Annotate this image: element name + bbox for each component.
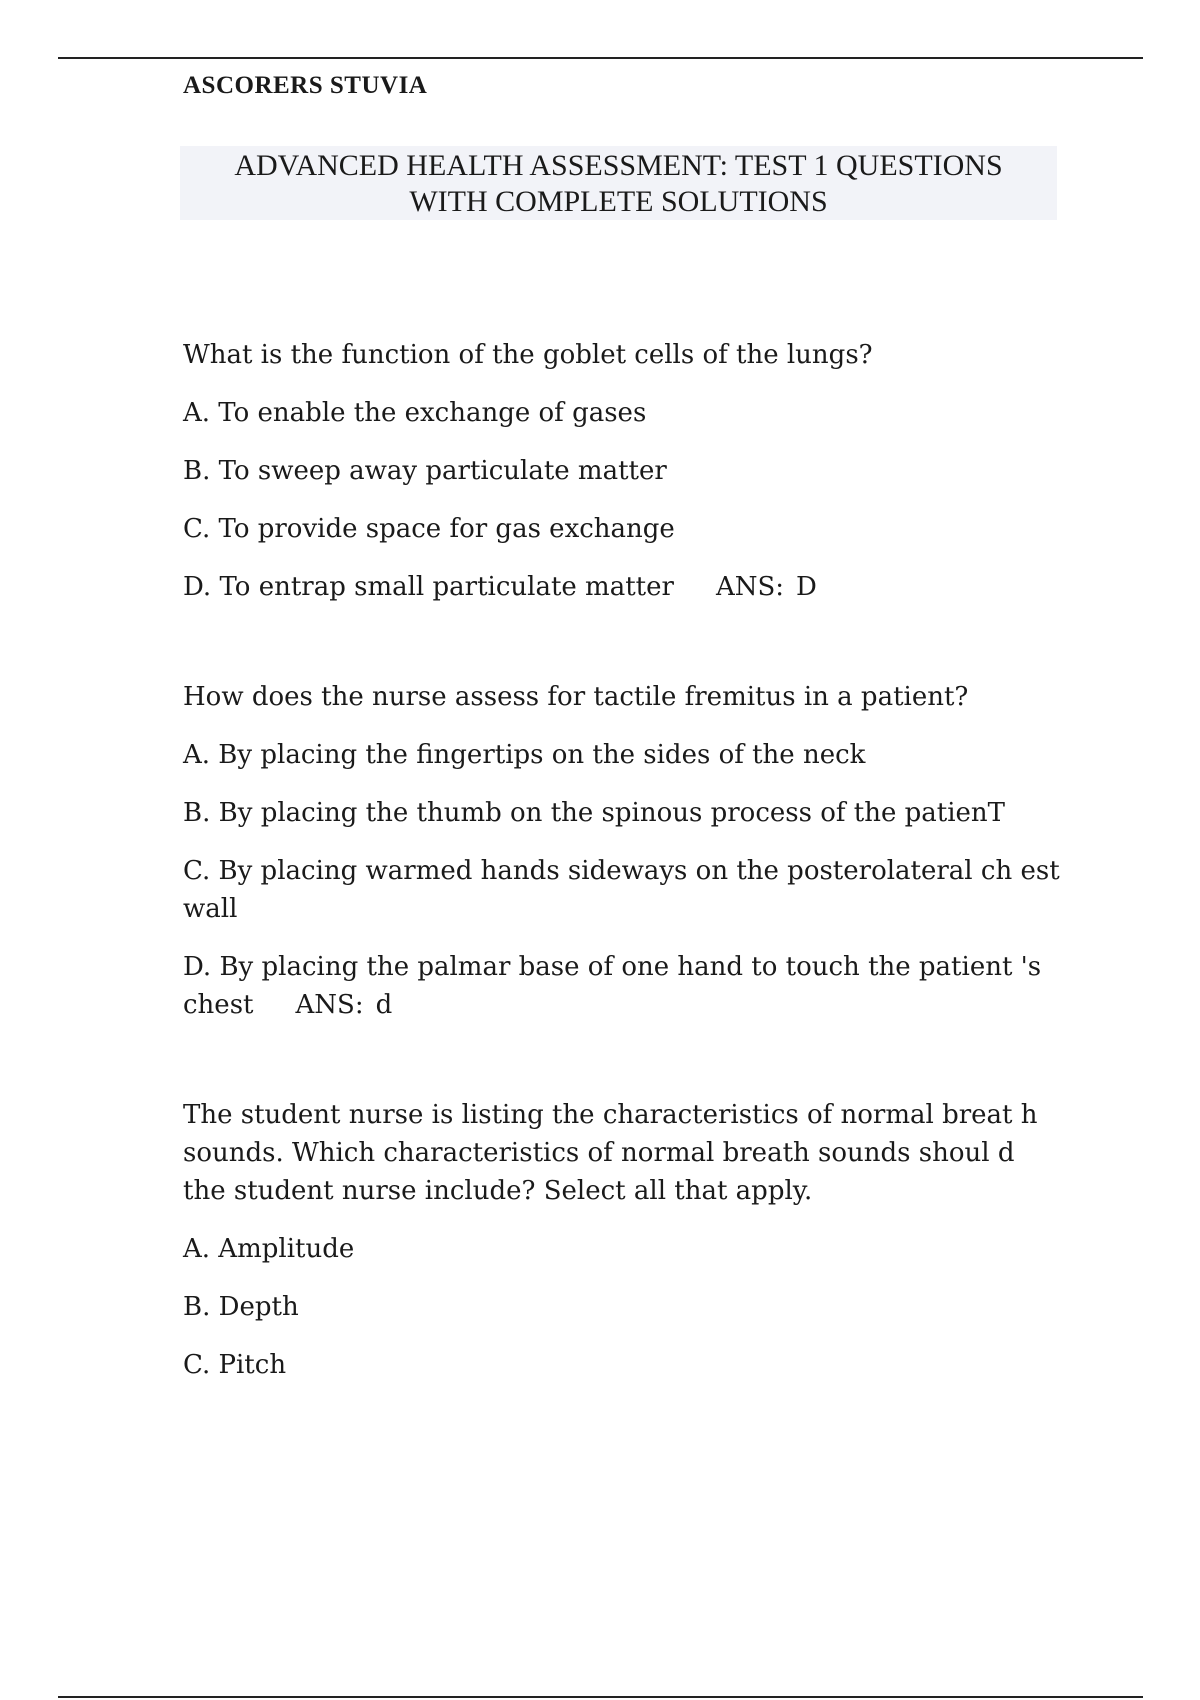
option-c: C. By placing warmed hands sideways on the posterolateral ch est wall: [183, 856, 1060, 924]
option-b: B. By placing the thumb on the spinous process of the patienT: [183, 798, 1005, 828]
question-text: The student nurse is listing the characteristics of normal breat h sounds. Which characteristics of normal breath sounds shoul d the student nurse include? Select all that apply.: [183, 1100, 1038, 1206]
answer-label: ANS:: [715, 572, 785, 602]
option-c: C. To provide space for gas exchange: [183, 514, 675, 544]
question-text: What is the function of the goblet cells of the lungs?: [183, 340, 873, 370]
question-block-1: [183, 336, 1063, 606]
option-a: A. By placing the fingertips on the sides of the neck: [183, 740, 866, 770]
question-block-2: [183, 678, 1063, 1024]
option-b: B. To sweep away particulate matter: [183, 456, 667, 486]
answer-label: ANS:: [295, 990, 364, 1020]
option-d: D. By placing the palmar base of one hand to touch the patient 's chest: [183, 952, 1042, 1020]
answer-value: D: [796, 572, 817, 602]
question-text: How does the nurse assess for tactile fremitus in a patient?: [183, 682, 969, 712]
question-block-3: [183, 1096, 1063, 1384]
option-b: B. Depth: [183, 1292, 299, 1322]
title-line-1: ADVANCED HEALTH ASSESSMENT: TEST 1 QUESTIONS: [234, 149, 1003, 182]
top-rule: [58, 57, 1143, 59]
option-d-row: [183, 948, 1063, 1024]
option-a: A. To enable the exchange of gases: [183, 398, 647, 428]
bottom-rule: [58, 1696, 1143, 1698]
question-list: [183, 336, 1063, 1456]
option-d-row: [183, 568, 1063, 606]
option-a: A. Amplitude: [183, 1234, 355, 1264]
option-d: D. To entrap small particulate matter: [183, 572, 674, 602]
document-header: ASCORERS STUVIA: [183, 72, 428, 99]
document-title: [180, 146, 1057, 220]
title-line-2: WITH COMPLETE SOLUTIONS: [409, 185, 828, 218]
answer-value: d: [375, 990, 393, 1020]
option-c: C. Pitch: [183, 1350, 287, 1380]
